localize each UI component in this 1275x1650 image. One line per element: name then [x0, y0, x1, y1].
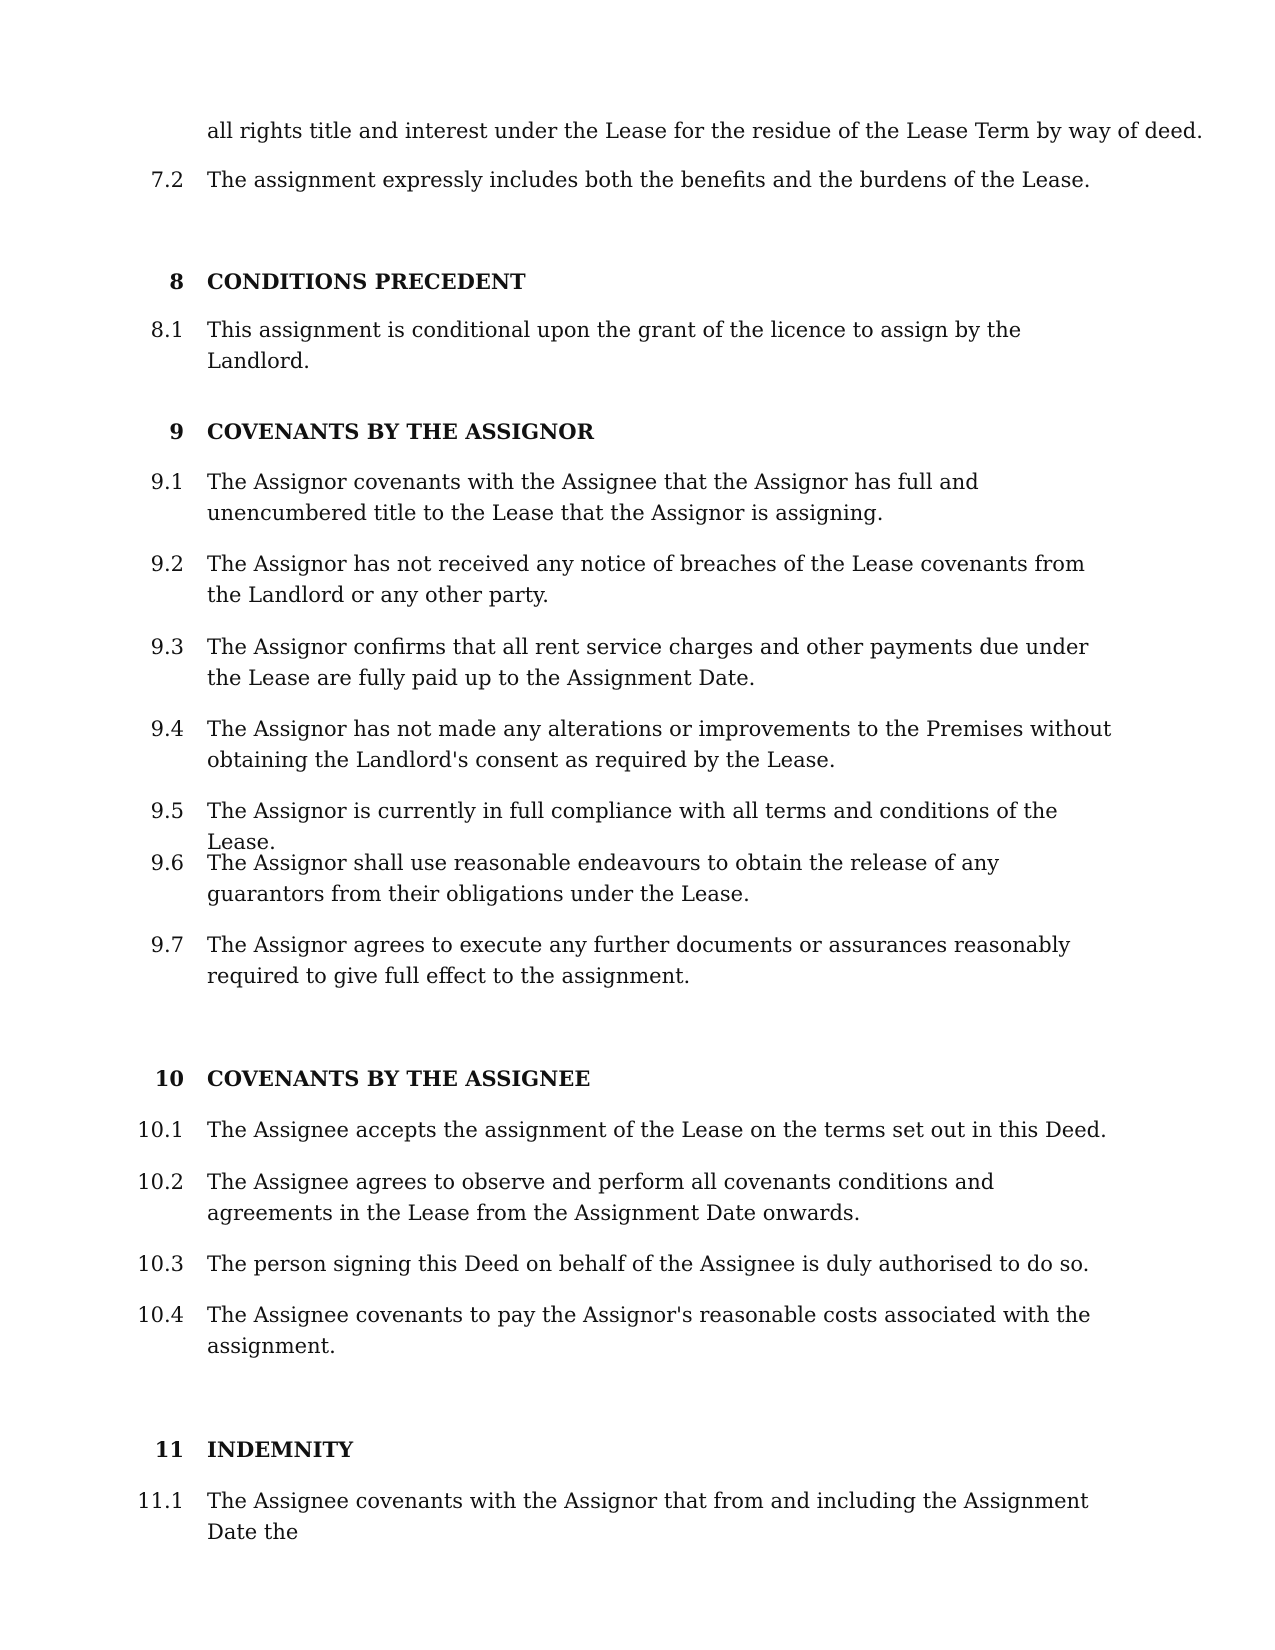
clause-number: 9.4: [150, 717, 184, 741]
clause-number: 8.1: [150, 318, 184, 342]
section-title: CONDITIONS PRECEDENT: [207, 269, 526, 294]
clause-number: 9.3: [150, 635, 184, 659]
section-number: 10: [154, 1066, 184, 1091]
clause-number: 10.2: [137, 1170, 184, 1194]
clause-text: The Assignee agrees to observe and perform all covenants conditions and agreements in the Lease from the Assignment Date onwards.: [207, 1170, 995, 1225]
clause-text: This assignment is conditional upon the grant of the licence to assign by the Landlord.: [207, 318, 1022, 373]
clause-number: 9.7: [150, 933, 184, 957]
section-title: INDEMNITY: [207, 1437, 354, 1462]
clause-text: The Assignee accepts the assignment of the Lease on the terms set out in this Deed.: [207, 1118, 1107, 1142]
clause-number: 9.5: [150, 799, 184, 823]
clause-text: The Assignor has not received any notice of breaches of the Lease covenants from the Landlord or any other party.: [207, 552, 1085, 607]
clause-number: 7.2: [150, 168, 184, 192]
clause-text: The Assignor has not made any alterations or improvements to the Premises without obtaining the Landlord's consent as required by the Lease.: [207, 717, 1112, 772]
clause-text: The Assignor is currently in full compliance with all terms and conditions of the Lease.: [207, 799, 1058, 854]
clause-text: The Assignee covenants to pay the Assignor's reasonable costs associated with the assignment.: [207, 1303, 1091, 1358]
section-title: COVENANTS BY THE ASSIGNOR: [207, 419, 595, 444]
clause-number: 9.2: [150, 552, 184, 576]
clause-number: 10.3: [137, 1252, 184, 1276]
clause-number: 11.1: [137, 1489, 184, 1513]
clause-text: The Assignor covenants with the Assignee that the Assignor has full and unencumbered title to the Lease that the Assignor is assigning.: [207, 470, 979, 525]
clause-number: 9.1: [150, 470, 184, 494]
clause-text: The person signing this Deed on behalf of the Assignee is duly authorised to do so.: [207, 1252, 1090, 1276]
section-title: COVENANTS BY THE ASSIGNEE: [207, 1066, 591, 1091]
section-number: 11: [154, 1437, 184, 1462]
clause-text: The Assignor agrees to execute any further documents or assurances reasonably required to give full effect to the assignment.: [207, 933, 1071, 988]
clause-number: 10.4: [137, 1303, 184, 1327]
clause-text: The Assignor confirms that all rent service charges and other payments due under the Lease are fully paid up to the Assignment Date.: [207, 635, 1089, 690]
section-number: 8: [169, 269, 184, 294]
paragraph-text: all rights title and interest under the Lease for the residue of the Lease Term by way of deed.: [207, 119, 1203, 143]
clause-text: The Assignor shall use reasonable endeavours to obtain the release of any guarantors from their obligations under the Lease.: [207, 851, 1000, 906]
clause-number: 10.1: [137, 1118, 184, 1142]
clause-text: The Assignee covenants with the Assignor that from and including the Assignment Date the: [207, 1489, 1089, 1544]
section-number: 9: [169, 419, 184, 444]
clause-text: The assignment expressly includes both the benefits and the burdens of the Lease.: [207, 168, 1091, 192]
clause-number: 9.6: [150, 851, 184, 875]
